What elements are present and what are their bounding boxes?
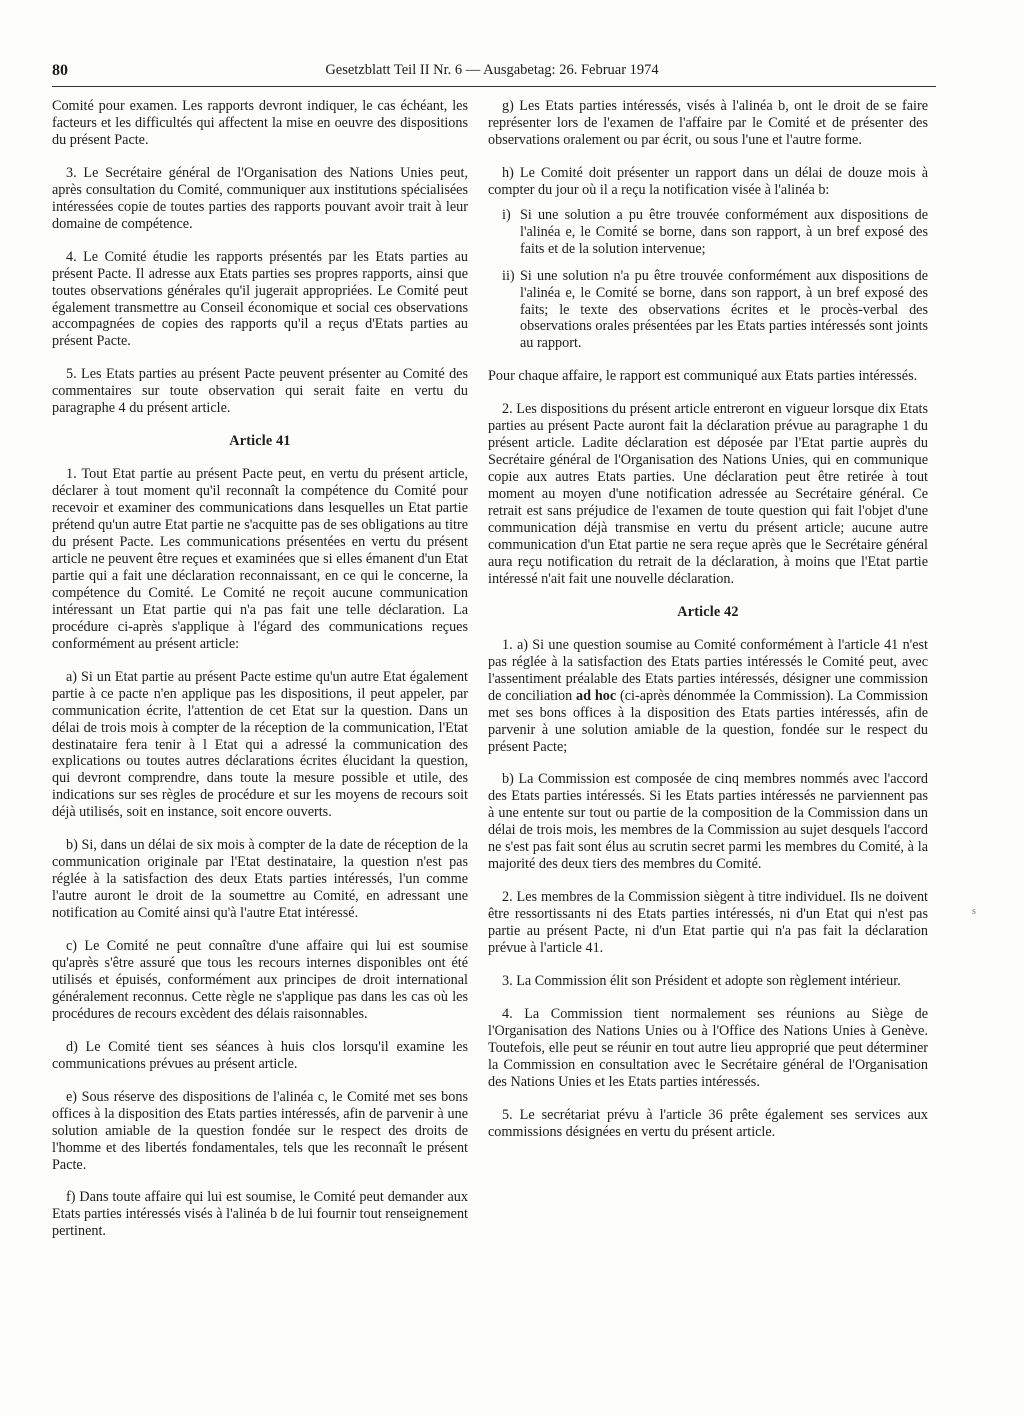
paragraph: Pour chaque affaire, le rapport est communiqué aux Etats parties intéressés. [488,368,918,385]
paragraph: c) Le Comité ne peut connaître d'une affaire qui lui est soumise qu'après s'être assuré que tous les recours internes disponibles ont été utilisés et épuisés, conformément aux principes de droit international généralement reconnus. Cette règle ne s'applique pas dans les cas où les procédures de recours excèdent des délais raisonnables. [52,938,468,1022]
page-number: 80 [52,62,68,79]
margin-mark: s [972,906,976,917]
paragraph: b) La Commission est composée de cinq membres nommés avec l'accord des Etats parties intéressés. Si les Etats parties intéressés ne parviennent pas à une entente sur tout ou partie de la composition de la Commission dans un délai de trois mois, les membres de la Commission au sujet desquels l'accord ne s'est pas fait sont élus au scrutin secret parmi les membres du Comité, à la majorité des deux tiers des membres du Comité. [488,771,928,873]
sub-item-text: Si une solution a pu être trouvée conformément aux dispositions de l'alinéa e, le Comité se borne, dans son rapport, à un bref exposé des faits et de la solution intervenue; [520,206,928,257]
article-heading: Article 41 [229,433,291,450]
paragraph: 1. Tout Etat partie au présent Pacte peut, en vertu du présent article, déclarer à tout moment qu'il reconnaît la compétence du Comité pour recevoir et examiner des communications dans lesquelles un Etat partie prétend qu'un autre Etat partie ne s'acquitte pas de ses obligations au titre du présent Pacte. Les communications présentées en vertu du présent article ne peuvent être reçues et examinées que si elles émanent d'un Etat partie qui a fait une déclaration reconnaissant, en ce qui le concerne, la compétence du Comité. Le Comité ne reçoit aucune communication intéressant un Etat partie qui n'a pas fait une telle déclaration. La procédure ci-après s'applique à l'égard des communications reçues conformément au présent article: [52,466,468,652]
text-run: (ci-après dénommée la Commission). La Commission met ses bons offices à la disposition des Etats parties intéressés, afin de parvenir à une solution amiable de la question, fondée sur le respect du présent Pacte; [488,687,929,755]
paragraph: 3. La Commission élit son Président et adopte son règlement intérieur. [502,972,901,989]
paragraph: b) Si, dans un délai de six mois à compter de la date de réception de la communication originale par l'Etat destinataire, la question n'est pas réglée à la satisfaction des deux Etats parties intéressés, l'un comme l'autre auront le droit de la soumettre au Comité, en adressant une notification au Comité ainsi qu'à l'autre Etat intéressé. [52,837,468,922]
paragraph: g) Les Etats parties intéressés, visés à l'alinéa b, ont le droit de se faire représenter lors de l'examen de l'affaire par le Comité et de présenter des observations oralement ou par écrit, ou sous l'une et l'autre forme. [488,98,928,148]
paragraph: 4. Le Comité étudie les rapports présentés par les Etats parties au présent Pacte. Il adresse aux Etats parties ses propres rapports, ainsi que toutes observations générales qu'il jugerait appropriées. Le Comité peut également transmettre au Conseil économique et social ces observations accompagnées de copies des rapports qu'il a reçus d'Etats parties au présent Pacte. [52,248,468,350]
paragraph: 2. Les dispositions du présent article entreront en vigueur lorsque dix Etats parties au présent Pacte auront fait la déclaration prévue au paragraphe 1 du présent article. Ladite déclaration est déposée par l'Etat partie auprès du Secrétaire général de l'Organisation des Nations Unies, qui en communique copie aux autres Etats parties. Une déclaration peut être retirée à tout moment au moyen d'une notification adressée au Secrétaire général. Ce retrait est sans préjudice de l'examen de toute question qui fait l'objet d'une communication déjà transmise en vertu du présent article; aucune autre communication d'un Etat partie ne sera reçue après que le Secrétaire général aura reçu notification du retrait de la déclaration, à moins que l'Etat partie intéressé n'ait fait une nouvelle déclaration. [488,401,928,587]
left-column [52,98,468,1256]
paragraph: 5. Le secrétariat prévu à l'article 36 prête également ses services aux commissions désignées en vertu du présent article. [488,1106,928,1140]
sub-item-list [488,207,928,353]
paragraph: f) Dans toute affaire qui lui est soumise, le Comité peut demander aux Etats parties intéressés visés à l'alinéa b de lui fournir tout renseignement pertinent. [52,1189,468,1240]
paragraph [488,637,928,756]
paragraph: d) Le Comité tient ses séances à huis clos lorsqu'il examine les communications prévues au présent article. [52,1038,468,1072]
paragraph: Comité pour examen. Les rapports devront indiquer, le cas échéant, les facteurs et les difficultés qui affectent la mise en oeuvre des dispositions du présent Pacte. [52,98,468,148]
emphasis-text: ad hoc [576,687,617,704]
running-header [52,62,932,86]
paragraph: 4. La Commission tient normalement ses réunions au Siège de l'Organisation des Nations Unies ou à l'Office des Nations Unies à Genève. Toutefois, elle peut se réunir en tout autre lieu approprié que peut déterminer la Commission en consultation avec le Secrétaire général de l'Organisation des Nations Unies et les Etats parties intéressés. [488,1005,928,1090]
text-run: 1. a) Si une question soumise au Comité conformément à l'article 41 n'est pas réglée à la satisfaction des Etats parties intéressés le Comité peut, avec l'assentiment préalable des Etats parties intéressés, désigner une commission de conciliation [488,636,928,704]
header-rule [52,86,936,87]
paragraph: 3. Le Secrétaire général de l'Organisation des Nations Unies peut, après consultation du Comité, communiquer aux institutions spécialisées intéressées copie de toutes parties des rapports pouvant avoir trait à leur domaine de compétence. [52,164,468,232]
paragraph: 2. Les membres de la Commission siègent à titre individuel. Ils ne doivent être ressortissants ni des Etats parties intéressés, ni d'un Etat qui n'est pas partie au présent Pacte, ni d'un Etat partie qui n'a pas fait la déclaration prévue à l'article 41. [488,889,928,957]
paragraph: h) Le Comité doit présenter un rapport dans un délai de douze mois à compter du jour où il a reçu la notification visée à l'alinéa b: [488,164,928,198]
running-title: Gesetzblatt Teil II Nr. 6 — Ausgabetag: 26. Februar 1974 [325,62,659,78]
sub-item-text: Si une solution n'a pu être trouvée conformément aux dispositions de l'alinéa e, le Comité se borne, dans son rapport, à un bref exposé des faits; le texte des observations écrites et le procès-verbal des observations orales présentées par les Etats parties intéressés sont joints au rapport. [520,267,928,352]
right-column [488,98,928,1157]
paragraph: a) Si un Etat partie au présent Pacte estime qu'un autre Etat également partie à ce pacte n'en applique pas les dispositions, il peut appeler, par communication écrite, l'attention de cet Etat sur la question. Dans un délai de trois mois à compter de la réception de la communication, l'Etat destinataire fera tenir à l Etat qui a adressé la communication des explications ou toutes autres déclarations écrites élucidant la question, qui devront comprendre, dans toute la mesure possible et utile, des indications sur ses règles de procédure et sur les moyens de recours soit déjà utilisés, soit en instance, soit encore ouverts. [52,668,468,821]
sub-item [488,207,928,258]
paragraph: 5. Les Etats parties au présent Pacte peuvent présenter au Comité des commentaires sur toute observation qui serait faite en vertu du paragraphe 4 du présent article. [52,366,468,417]
sub-item-marker: ii) [502,267,515,284]
sub-item-marker: i) [502,206,511,223]
article-heading: Article 42 [677,603,739,620]
paragraph: e) Sous réserve des dispositions de l'alinéa c, le Comité met ses bons offices à la disposition des Etats parties intéressés, afin de parvenir à une solution amiable de la question fondée sur le respect des droits de l'homme et des libertés fondamentales, tels que les reconnaît le présent Pacte. [52,1088,468,1173]
sub-item [488,268,928,353]
